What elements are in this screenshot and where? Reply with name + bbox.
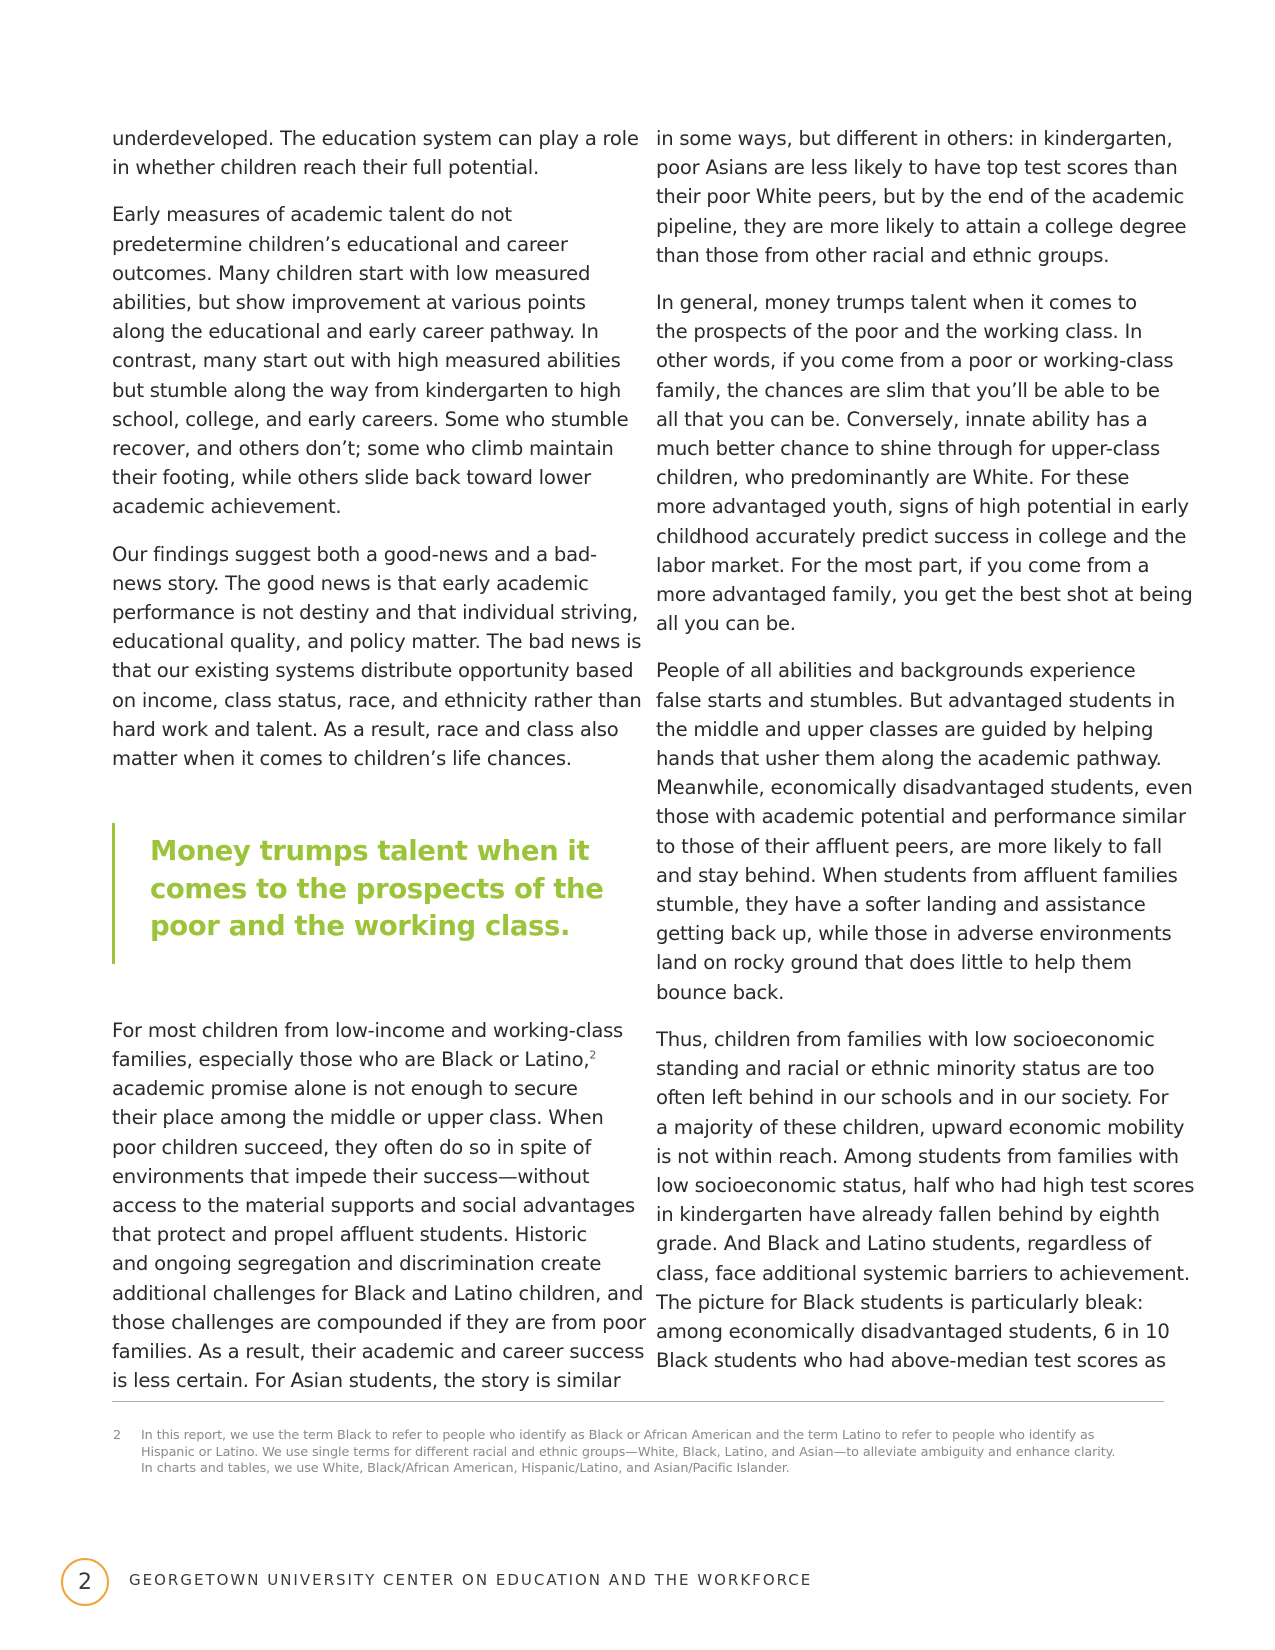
- text-line: class, face additional systemic barriers to achievement.: [656, 1261, 1190, 1285]
- text-line: academic promise alone is not enough to secure: [112, 1077, 578, 1101]
- text-line: the middle and upper classes are guided by helping: [656, 717, 1154, 741]
- text-line: their footing, while others slide back toward lower: [112, 466, 591, 490]
- text-line: than those from other racial and ethnic groups.: [656, 243, 1110, 267]
- text-line: to those of their affluent peers, are more likely to fall: [656, 834, 1162, 858]
- text-line: Early measures of academic talent do not: [112, 203, 512, 227]
- paragraph: [112, 1016, 646, 1396]
- text-line: in kindergarten have already fallen behind by eighth: [656, 1203, 1160, 1227]
- text-line: is less certain. For Asian students, the story is similar: [112, 1369, 621, 1393]
- text-line: abilities, but show improvement at various points: [112, 291, 586, 315]
- text-line: along the educational and early career pathway. In: [112, 320, 599, 344]
- text-line: and stay behind. When students from affluent families: [656, 863, 1178, 887]
- text-line: underdeveloped. The education system can play a role: [112, 127, 639, 150]
- paragraph: [112, 200, 629, 521]
- text-line: but stumble along the way from kindergarten to high: [112, 378, 622, 402]
- text-line: outcomes. Many children start with low measured: [112, 261, 591, 285]
- text-line: poor and the working class.: [150, 910, 571, 943]
- paragraph: [656, 1025, 1195, 1375]
- footnote-text: [141, 1428, 1172, 1478]
- text-line: environments that impede their success—without: [112, 1164, 590, 1188]
- text-line: childhood accurately predict success in college and the: [656, 524, 1187, 548]
- text-line: a majority of these children, upward economic mobility: [656, 1115, 1185, 1139]
- text-line: among economically disadvantaged students, 6 in 10: [656, 1319, 1170, 1343]
- text-line: bounce back.: [656, 980, 785, 1004]
- text-line: false starts and stumbles. But advantaged students in: [656, 688, 1176, 712]
- text-line: all you can be.: [656, 612, 796, 636]
- text-line: For most children from low-income and working-class: [112, 1018, 623, 1042]
- text-line: land on rocky ground that does little to help them: [656, 951, 1132, 975]
- text-line: often left behind in our schools and in our society. For: [656, 1086, 1169, 1110]
- text-line: their poor White peers, but by the end of the academic: [656, 185, 1185, 209]
- text-line: academic achievement.: [112, 495, 342, 519]
- text-line: grade. And Black and Latino students, regardless of: [656, 1232, 1152, 1256]
- text-line: Meanwhile, economically disadvantaged students, even: [656, 776, 1193, 800]
- text-line: Black students who had above-median test scores as: [656, 1349, 1166, 1373]
- footnote-number: 2: [113, 1428, 122, 1443]
- text-line: In general, money trumps talent when it comes to: [656, 291, 1137, 315]
- paragraph: [112, 540, 642, 774]
- text-line: the prospects of the poor and the working class. In: [656, 320, 1143, 344]
- text-line: comes to the prospects of the: [150, 872, 604, 905]
- running-footer-title: GEORGETOWN UNIVERSITY CENTER ON EDUCATION AND THE WORKFORCE: [129, 1571, 813, 1589]
- text-line: standing and racial or ethnic minority status are too: [656, 1057, 1155, 1081]
- text-line: predetermine children’s educational and career: [112, 232, 568, 256]
- text-line: more advantaged youth, signs of high potential in early: [656, 495, 1189, 519]
- page-number: 2: [78, 1569, 92, 1595]
- paragraph: [656, 656, 1193, 1006]
- paragraph: [112, 124, 639, 182]
- text-line: that protect and propel affluent students. Historic: [112, 1223, 587, 1247]
- paragraph: [656, 288, 1193, 638]
- text-line: those challenges are compounded if they are from poor: [112, 1310, 646, 1334]
- text-line: [112, 1045, 620, 1074]
- text-line: their place among the middle or upper class. When: [112, 1106, 604, 1130]
- text-line: getting back up, while those in adverse environments: [656, 922, 1172, 946]
- text-line: Thus, children from families with low socioeconomic: [656, 1027, 1155, 1051]
- text-line: matter when it comes to children’s life chances.: [112, 747, 572, 771]
- text-line: all that you can be. Conversely, innate ability has a: [656, 407, 1148, 431]
- text-line: low socioeconomic status, half who had high test scores: [656, 1173, 1195, 1197]
- text-line: performance is not destiny and that individual striving,: [112, 601, 638, 625]
- line-text: families, especially those who are Black or Latino,: [112, 1047, 590, 1071]
- text-line: school, college, and early careers. Some who stumble: [112, 407, 629, 431]
- text-line: other words, if you come from a poor or working-class: [656, 349, 1174, 373]
- page-number-badge: [61, 1558, 109, 1606]
- left-column: [112, 124, 646, 1413]
- footnote-reference[interactable]: 2: [589, 1048, 597, 1062]
- text-line: is not within reach. Among students from families with: [656, 1144, 1179, 1168]
- text-line: In this report, we use the term Black to refer to people who identify as Black or African American and the term Latino to refer to people who identify as: [141, 1428, 1095, 1443]
- text-line: pipeline, they are more likely to attain a college degree: [656, 214, 1187, 238]
- text-line: poor Asians are less likely to have top test scores than: [656, 156, 1178, 180]
- text-line: more advantaged family, you get the best shot at being: [656, 583, 1193, 607]
- text-line: poor children succeed, they often do so in spite of: [112, 1135, 591, 1159]
- pull-quote: [112, 823, 620, 964]
- text-line: stumble, they have a softer landing and assistance: [656, 893, 1146, 917]
- text-line: labor market. For the most part, if you come from a: [656, 553, 1150, 577]
- text-line: much better chance to shine through for upper-class: [656, 437, 1160, 461]
- text-line: hands that usher them along the academic pathway.: [656, 747, 1162, 771]
- text-line: news story. The good news is that early academic: [112, 571, 589, 595]
- text-line: access to the material supports and social advantages: [112, 1193, 635, 1217]
- text-line: and ongoing segregation and discrimination create: [112, 1252, 602, 1276]
- text-line: families. As a result, their academic and career success: [112, 1340, 645, 1363]
- text-line: family, the chances are slim that you’ll be able to be: [656, 378, 1160, 402]
- text-line: educational quality, and policy matter. The bad news is: [112, 630, 642, 654]
- paragraph-rest: [112, 1074, 646, 1395]
- text-line: hard work and talent. As a result, race and class also: [112, 717, 619, 741]
- text-line: Money trumps talent when it: [150, 835, 590, 868]
- text-line: those with academic potential and performance similar: [656, 805, 1186, 829]
- text-line: The picture for Black students is particularly bleak:: [656, 1290, 1144, 1314]
- text-line: children, who predominantly are White. For these: [656, 466, 1130, 490]
- text-line: in some ways, but different in others: in kindergarten,: [656, 127, 1173, 150]
- text-line: Our findings suggest both a good-news and a bad-: [112, 542, 597, 566]
- text-line: recover, and others don’t; some who climb maintain: [112, 437, 614, 461]
- text-line: contrast, many start out with high measured abilities: [112, 349, 621, 373]
- text-line: in whether children reach their full potential.: [112, 156, 539, 180]
- text-line: on income, class status, race, and ethnicity rather than: [112, 688, 642, 712]
- text-line: In charts and tables, we use White, Black/African American, Hispanic/Latino, and Asian/Pacific Islander.: [141, 1461, 790, 1476]
- text-line: additional challenges for Black and Latino children, and: [112, 1281, 644, 1305]
- footnote: [112, 1428, 1172, 1478]
- text-line: that our existing systems distribute opportunity based: [112, 659, 634, 683]
- paragraph: [656, 124, 1187, 270]
- text-line: People of all abilities and backgrounds experience: [656, 659, 1136, 683]
- right-column: [656, 124, 1195, 1393]
- text-line: Hispanic or Latino. We use single terms for different racial and ethnic groups—White, Black, Latino, and Asian—to alleviate ambiguity and enhance clarity.: [141, 1444, 1116, 1460]
- footnote-divider: [112, 1401, 1164, 1402]
